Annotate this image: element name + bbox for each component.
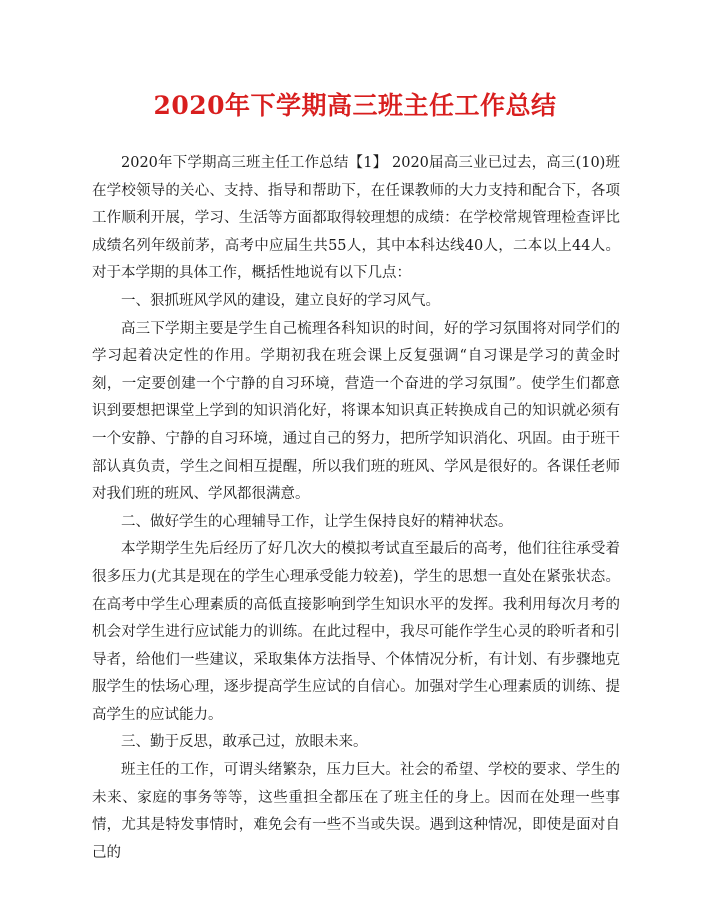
paragraph-psychological-guidance: 本学期学生先后经历了好几次大的模拟考试直至最后的高考，他们往往承受着很多压力(尤其是现在的学生心理承受能力较差)，学生的思想一直处在紧张状态。在高考中学生心理素质的高低直接影响到学生知识水平的发挥。我利用每次月考的机会对学生进行应试能力的训练。在此过程中，我尽可能作学生心灵的聆听者和引导者，给他们一些建议，采取集体方法指导、个体情况分析，有计划、有步骤地克服学生的怯场心理，逐步提高学生应试的自信心。加强对学生心理素质的训练、提高学生的应试能力。 [92, 541, 620, 723]
section-heading-3: 三、勤于反思，敢承己过，放眼未来。 [121, 734, 368, 751]
paragraph-reflection: 班主任的工作，可谓头绪繁杂，压力巨大。社会的希望、学校的要求、学生的未来、家庭的事务等等，这些重担全都压在了班主任的身上。因而在处理一些事情，尤其是特发事情时，难免会有一些不当或失误。遇到这种情况，即使是面对自己的 [92, 762, 620, 861]
document-body [92, 150, 620, 867]
paragraph-intro: 2020年下学期高三班主任工作总结【1】 2020届高三业已过去，高三(10)班在学校领导的关心、支持、指导和帮助下，在任课教师的大力支持和配合下，各项工作顺利开展，学习、生活等方面都取得较理想的成绩：在学校常规管理检查评比成绩名列年级前茅，高考中应届生共55人，其中本科达线40人，二本以上44人。对于本学期的具体工作，概括性地说有以下几点： [92, 155, 620, 282]
section-heading-1: 一、狠抓班风学风的建设，建立良好的学习风气。 [121, 292, 440, 309]
document-title: 2020年下学期高三班主任工作总结 [153, 91, 557, 120]
section-heading-2: 二、做好学生的心理辅导工作，让学生保持良好的精神状态。 [121, 513, 513, 530]
paragraph-study-atmosphere: 高三下学期主要是学生自己梳理各科知识的时间，好的学习氛围将对同学们的学习起着决定性的作用。学期初我在班会课上反复强调“自习课是学习的黄金时刻，一定要创建一个宁静的自习环境，营造一个奋进的学习氛围”。使学生们都意识到要想把课堂上学到的知识消化好，将课本知识真正转换成自己的知识就必须有一个安静、宁静的自习环境，通过自己的努力，把所学知识消化、巩固。由于班干部认真负责，学生之间相互提醒，所以我们班的班风、学风是很好的。各课任老师对我们班的班风、学风都很满意。 [92, 320, 620, 503]
